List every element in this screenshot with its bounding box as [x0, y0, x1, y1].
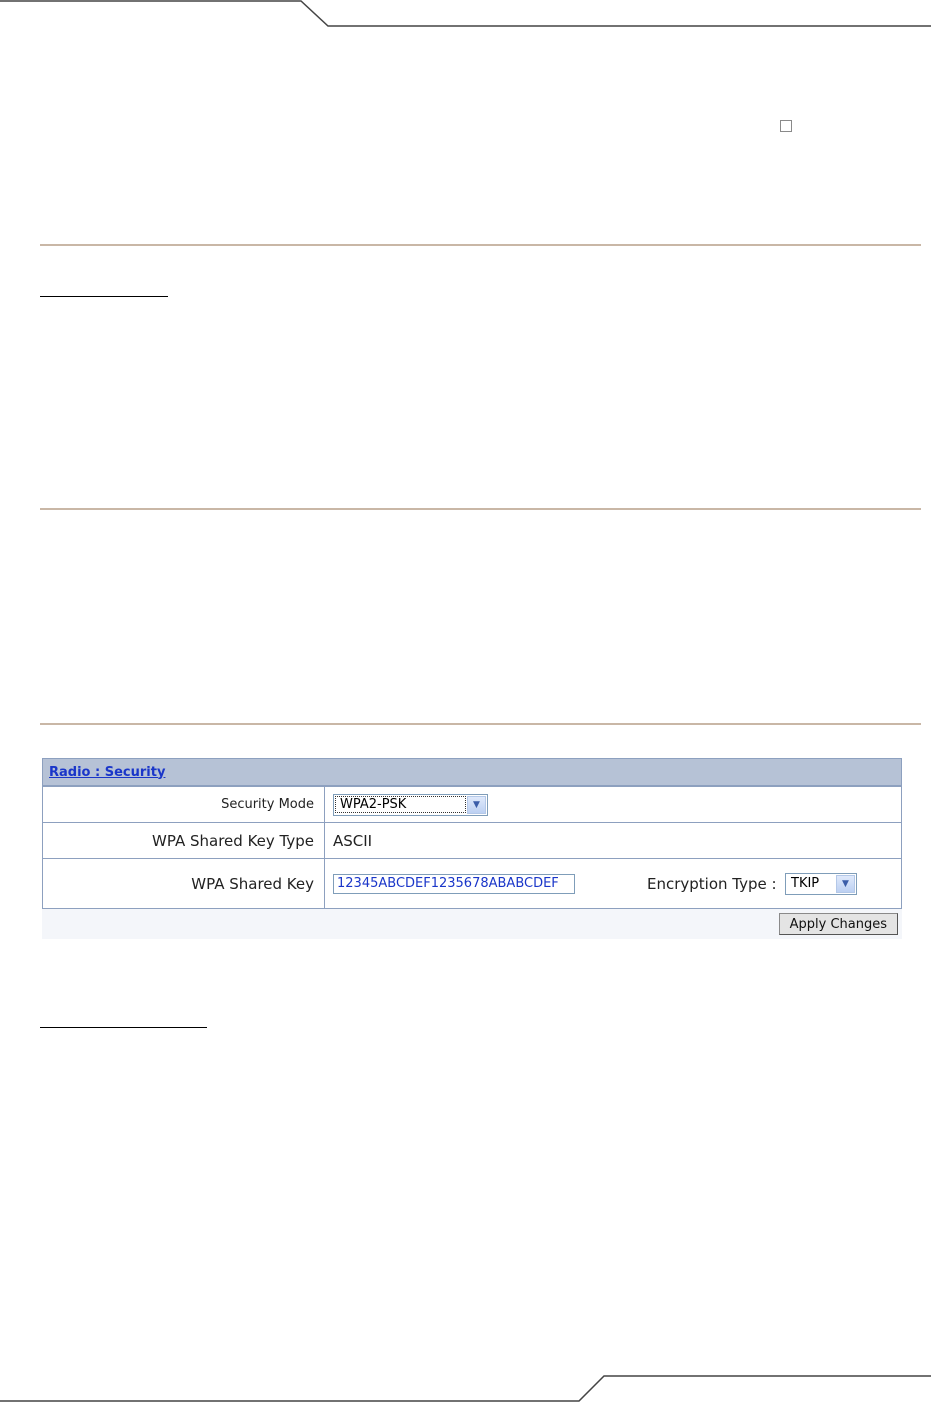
security-table — [42, 786, 902, 909]
security-mode-cell — [325, 787, 902, 823]
apply-changes-button[interactable]: Apply Changes — [779, 913, 898, 935]
panel-title-link[interactable]: Radio : Security — [49, 764, 166, 780]
top-frame-line — [0, 1, 931, 26]
encryption-type-select[interactable] — [785, 873, 857, 895]
key-type-label: WPA Shared Key Type — [43, 823, 325, 859]
apply-row — [42, 909, 902, 939]
divider-rule — [40, 244, 921, 246]
chevron-down-icon[interactable]: ▼ — [467, 796, 486, 814]
security-mode-value: WPA2-PSK — [336, 797, 465, 812]
checkbox[interactable] — [780, 120, 792, 132]
shared-key-label: WPA Shared Key — [43, 859, 325, 909]
encryption-type-value: TKIP — [791, 876, 820, 891]
shared-key-row — [43, 859, 902, 909]
bottom-frame-line — [0, 1376, 931, 1401]
security-mode-select[interactable] — [333, 794, 488, 816]
shared-key-input[interactable] — [333, 874, 575, 894]
divider-rule — [40, 508, 921, 510]
key-type-row — [43, 823, 902, 859]
key-type-value: ASCII — [325, 823, 902, 859]
radio-security-panel — [42, 758, 902, 939]
heading-underline — [40, 1027, 207, 1028]
security-mode-row — [43, 787, 902, 823]
chevron-down-icon[interactable]: ▼ — [836, 875, 855, 893]
shared-key-cell — [325, 859, 902, 909]
security-mode-label: Security Mode — [43, 787, 325, 823]
heading-underline — [40, 296, 168, 297]
shared-key-and-encryption — [333, 873, 900, 895]
encryption-type-label: Encryption Type : — [647, 874, 777, 893]
divider-rule — [40, 723, 921, 725]
panel-header — [42, 758, 902, 786]
